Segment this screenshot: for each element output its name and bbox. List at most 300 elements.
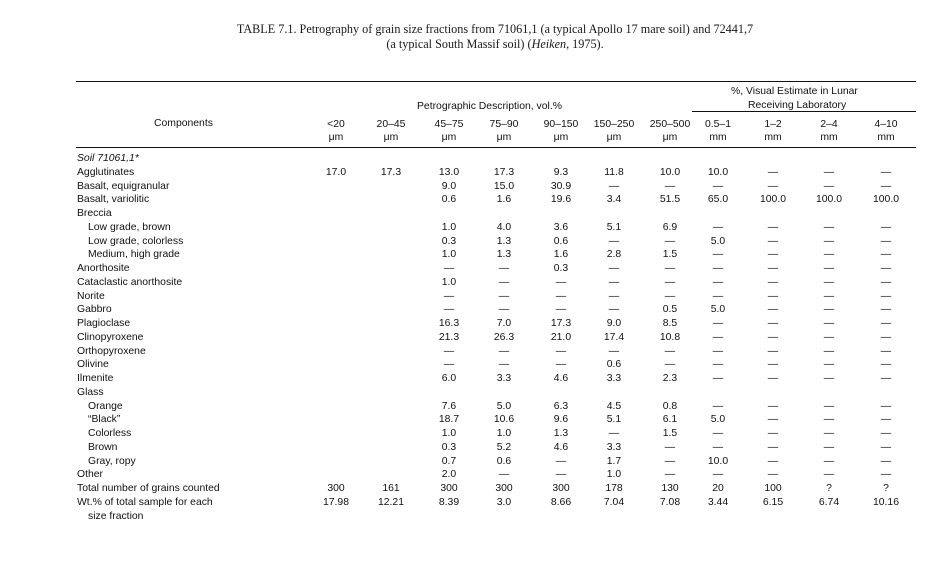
row-label: Soil 71061,1* <box>77 153 139 164</box>
cell-value: 6.3 <box>553 400 569 412</box>
cell-value: 1.0 <box>441 276 457 288</box>
row-label: size fraction <box>88 510 144 522</box>
visual-estimate-header-line-2: Receiving Laboratory <box>748 100 847 111</box>
cell-value: — <box>823 166 835 178</box>
cell-value: — <box>555 304 567 316</box>
cell-value: — <box>608 345 620 357</box>
cell-value: 9.3 <box>553 166 569 178</box>
cell-value: 5.0 <box>710 414 726 426</box>
cell-value: 6.0 <box>441 373 457 384</box>
cell-value: 1.3 <box>496 249 512 261</box>
row-label: Olivine <box>77 359 109 371</box>
table-row <box>0 469 945 483</box>
row-label: Orthopyroxene <box>77 345 146 357</box>
column-header-range: 45–75 <box>434 119 464 130</box>
row-label: Low grade, colorless <box>88 235 184 247</box>
cell-value: — <box>880 441 892 453</box>
cell-value: — <box>712 428 724 439</box>
cell-value: — <box>767 345 779 357</box>
visual-estimate-group-rule <box>692 111 916 112</box>
cell-value: — <box>555 455 567 467</box>
table-row <box>0 511 945 525</box>
column-header-range: 150–250 <box>593 119 635 130</box>
cell-value: 1.0 <box>441 249 457 261</box>
cell-value: 30.9 <box>550 180 572 192</box>
column-header-range: 1–2 <box>764 119 782 130</box>
cell-value: — <box>767 373 779 384</box>
cell-value: — <box>823 359 835 371</box>
cell-value: — <box>608 235 620 247</box>
cell-value: — <box>712 400 724 412</box>
cell-value: — <box>767 331 779 343</box>
cell-value: 21.0 <box>550 331 572 343</box>
cell-value: 300 <box>495 483 513 494</box>
table-row <box>0 263 945 277</box>
column-header-unit: μm <box>328 132 344 143</box>
cell-value: 300 <box>440 483 458 494</box>
cell-value: — <box>767 469 779 481</box>
cell-value: 0.5 <box>662 304 678 316</box>
cell-value: — <box>664 455 676 467</box>
row-label: Other <box>77 469 103 481</box>
table-row <box>0 346 945 360</box>
cell-value: 7.04 <box>603 496 625 508</box>
cell-value: — <box>823 249 835 261</box>
cell-value: 100 <box>764 483 782 494</box>
table-row <box>0 483 945 497</box>
row-label: Clinopyroxene <box>77 331 144 343</box>
cell-value: 10.16 <box>872 496 899 508</box>
table-row <box>0 456 945 470</box>
cell-value: — <box>555 469 567 481</box>
cell-value: 0.3 <box>441 235 457 247</box>
column-header <box>586 118 642 144</box>
row-label: Orange <box>88 400 123 412</box>
cell-value: 3.3 <box>606 373 622 384</box>
row-label: Colorless <box>88 428 132 439</box>
cell-value: — <box>555 276 567 288</box>
cell-value: — <box>823 221 835 233</box>
cell-value: 1.0 <box>606 469 622 481</box>
cell-value: — <box>443 304 455 316</box>
column-header-unit: μm <box>553 132 569 143</box>
column-header-range: 2–4 <box>820 119 838 130</box>
cell-value: — <box>608 263 620 274</box>
cell-value: 17.0 <box>325 166 347 178</box>
cell-value: 1.0 <box>441 221 457 233</box>
cell-value: — <box>767 428 779 439</box>
cell-value: — <box>880 235 892 247</box>
cell-value: — <box>823 318 835 329</box>
cell-value: — <box>880 221 892 233</box>
cell-value: 100.0 <box>815 194 842 206</box>
cell-value: — <box>880 455 892 467</box>
row-label: Basalt, equigranular <box>77 180 170 192</box>
row-label: Medium, high grade <box>88 249 180 261</box>
cell-value: 5.0 <box>710 304 726 316</box>
table-row <box>0 401 945 415</box>
cell-value: 3.44 <box>707 496 729 508</box>
cell-value: — <box>880 263 892 274</box>
cell-value: 5.0 <box>496 400 512 412</box>
cell-value: — <box>880 469 892 481</box>
cell-value: — <box>443 359 455 371</box>
cell-value: — <box>555 345 567 357</box>
cell-value: 5.1 <box>606 414 622 426</box>
cell-value: 6.1 <box>662 414 678 426</box>
table-row <box>0 428 945 442</box>
cell-value: — <box>823 180 835 192</box>
cell-value: — <box>880 276 892 288</box>
cell-value: — <box>880 304 892 316</box>
table-caption <box>0 22 945 52</box>
cell-value: 300 <box>552 483 570 494</box>
cell-value: — <box>767 400 779 412</box>
cell-value: 10.0 <box>659 166 681 178</box>
table-row <box>0 208 945 222</box>
table-row <box>0 359 945 373</box>
cell-value: — <box>823 235 835 247</box>
table-row <box>0 153 945 167</box>
cell-value: 9.0 <box>606 318 622 329</box>
cell-value: — <box>823 263 835 274</box>
column-header-range: 20–45 <box>376 119 406 130</box>
column-header-unit: mm <box>764 132 782 143</box>
cell-value: — <box>712 373 724 384</box>
cell-value: — <box>880 331 892 343</box>
cell-value: — <box>767 249 779 261</box>
cell-value: 9.0 <box>441 180 457 192</box>
table-row <box>0 497 945 511</box>
caption-author: Heiken <box>531 37 567 51</box>
column-header-unit: μm <box>606 132 622 143</box>
cell-value: — <box>664 345 676 357</box>
cell-value: 3.3 <box>496 373 512 384</box>
cell-value: — <box>712 221 724 233</box>
cell-value: — <box>712 276 724 288</box>
cell-value: 17.3 <box>380 166 402 178</box>
cell-value: — <box>712 469 724 481</box>
cell-value: 20 <box>712 483 724 494</box>
cell-value: — <box>823 469 835 481</box>
cell-value: 100.0 <box>872 194 899 206</box>
cell-value: ? <box>826 483 832 494</box>
column-header-range: 250–500 <box>649 119 691 130</box>
cell-value: 0.3 <box>553 263 569 274</box>
cell-value: — <box>767 180 779 192</box>
cell-value: — <box>767 221 779 233</box>
cell-value: 0.6 <box>496 455 512 467</box>
column-header-unit: mm <box>877 132 895 143</box>
cell-value: — <box>498 290 510 302</box>
row-label: Low grade, brown <box>88 221 171 233</box>
table-row <box>0 249 945 263</box>
cell-value: — <box>823 441 835 453</box>
cell-value: — <box>712 263 724 274</box>
cell-value: — <box>823 373 835 384</box>
cell-value: 17.98 <box>322 496 349 508</box>
cell-value: — <box>767 441 779 453</box>
cell-value: 12.21 <box>377 496 404 508</box>
cell-value: 8.5 <box>662 318 678 329</box>
components-header: Components <box>154 118 213 129</box>
cell-value: 7.08 <box>659 496 681 508</box>
cell-value: 6.9 <box>662 221 678 233</box>
cell-value: — <box>664 469 676 481</box>
row-label: Breccia <box>77 208 112 219</box>
cell-value: 1.6 <box>496 194 512 206</box>
cell-value: — <box>767 455 779 467</box>
table-row <box>0 194 945 208</box>
row-label: Basalt, variolitic <box>77 194 150 206</box>
cell-value: — <box>767 276 779 288</box>
cell-value: 0.6 <box>553 235 569 247</box>
row-label: Anorthosite <box>77 263 130 274</box>
cell-value: 1.0 <box>441 428 457 439</box>
cell-value: — <box>823 414 835 426</box>
table-row <box>0 373 945 387</box>
table-row <box>0 181 945 195</box>
cell-value: 4.6 <box>553 441 569 453</box>
row-label: Agglutinates <box>77 166 135 178</box>
column-header <box>421 118 477 144</box>
cell-value: — <box>880 166 892 178</box>
cell-value: — <box>880 428 892 439</box>
cell-value: 1.5 <box>662 249 678 261</box>
cell-value: 16.3 <box>438 318 460 329</box>
cell-value: — <box>767 290 779 302</box>
cell-value: — <box>823 345 835 357</box>
column-header-unit: μm <box>441 132 457 143</box>
cell-value: — <box>767 414 779 426</box>
cell-value: 0.6 <box>441 194 457 206</box>
cell-value: — <box>880 400 892 412</box>
cell-value: 0.3 <box>441 441 457 453</box>
row-label: Cataclastic anorthosite <box>77 276 183 288</box>
caption-line-1: TABLE 7.1. Petrography of grain size fractions from 71061,1 (a typical Apollo 17 mare soil) and 72441,7 <box>236 22 754 36</box>
column-header <box>690 118 746 144</box>
cell-value: — <box>712 441 724 453</box>
cell-value: 178 <box>605 483 623 494</box>
column-header-unit: mm <box>709 132 727 143</box>
cell-value: 26.3 <box>493 331 515 343</box>
table-row <box>0 387 945 401</box>
column-header <box>476 118 532 144</box>
cell-value: 11.8 <box>604 166 624 178</box>
row-label: Total number of grains counted <box>77 483 220 494</box>
cell-value: — <box>712 290 724 302</box>
cell-value: — <box>823 455 835 467</box>
table-row <box>0 277 945 291</box>
cell-value: 2.0 <box>441 469 457 481</box>
cell-value: 3.6 <box>553 221 569 233</box>
cell-value: 8.39 <box>438 496 460 508</box>
cell-value: 10.8 <box>659 331 681 343</box>
cell-value: 2.3 <box>662 373 678 384</box>
cell-value: 15.0 <box>493 180 515 192</box>
table-row <box>0 332 945 346</box>
cell-value: — <box>823 290 835 302</box>
table-row <box>0 167 945 181</box>
cell-value: 6.74 <box>818 496 840 508</box>
petrographic-description-header: Petrographic Description, vol.% <box>417 101 562 112</box>
cell-value: 1.5 <box>662 428 678 439</box>
table-row <box>0 414 945 428</box>
column-header-range: <20 <box>327 119 345 130</box>
cell-value: — <box>664 263 676 274</box>
column-header-unit: μm <box>383 132 399 143</box>
row-label: Gray, ropy <box>88 455 136 467</box>
table-row <box>0 291 945 305</box>
row-label: Glass <box>77 386 104 398</box>
row-label: Ilmenite <box>77 373 114 384</box>
column-header <box>745 118 801 144</box>
cell-value: 2.8 <box>606 249 622 261</box>
cell-value: — <box>443 263 455 274</box>
cell-value: 4.5 <box>606 400 622 412</box>
cell-value: 1.7 <box>606 455 622 467</box>
cell-value: 1.0 <box>496 428 512 439</box>
column-header-range: 75–90 <box>489 119 519 130</box>
caption-line-2-prefix: (a typical South Massif soil) ( <box>386 37 532 51</box>
table-top-rule <box>76 81 916 82</box>
column-header-range: 0.5–1 <box>704 119 731 130</box>
cell-value: — <box>608 304 620 316</box>
cell-value: 1.6 <box>553 249 569 261</box>
cell-value: 5.2 <box>496 441 512 453</box>
table-row <box>0 442 945 456</box>
cell-value: 9.6 <box>553 414 569 426</box>
visual-estimate-header-line-1: %, Visual Estimate in Lunar <box>731 86 858 97</box>
table-row <box>0 222 945 236</box>
column-header-range: 4–10 <box>874 119 898 130</box>
column-header <box>533 118 589 144</box>
cell-value: — <box>498 469 510 481</box>
cell-value: 17.3 <box>550 318 572 329</box>
cell-value: — <box>767 318 779 329</box>
cell-value: — <box>664 276 676 288</box>
cell-value: — <box>880 345 892 357</box>
cell-value: 8.66 <box>550 496 572 508</box>
column-header <box>363 118 419 144</box>
column-header-unit: μm <box>662 132 678 143</box>
row-label: Plagioclase <box>77 318 131 329</box>
cell-value: — <box>712 180 724 192</box>
column-header <box>801 118 857 144</box>
cell-value: — <box>823 331 835 343</box>
cell-value: — <box>664 441 676 453</box>
cell-value: — <box>823 400 835 412</box>
cell-value: — <box>498 276 510 288</box>
cell-value: — <box>767 359 779 371</box>
cell-value: — <box>608 180 620 192</box>
cell-value: — <box>880 180 892 192</box>
cell-value: — <box>880 373 892 384</box>
cell-value: — <box>880 318 892 329</box>
row-label: Gabbro <box>77 304 112 316</box>
column-header <box>858 118 914 144</box>
cell-value: 3.3 <box>606 441 622 453</box>
row-label: Brown <box>88 441 118 453</box>
cell-value: — <box>555 290 567 302</box>
row-label: Wt.% of total sample for each <box>77 496 213 508</box>
cell-value: — <box>880 359 892 371</box>
cell-value: — <box>664 290 676 302</box>
cell-value: ? <box>883 483 889 494</box>
cell-value: — <box>608 276 620 288</box>
cell-value: 130 <box>661 483 679 494</box>
cell-value: — <box>443 290 455 302</box>
cell-value: — <box>880 414 892 426</box>
header-bottom-rule <box>76 147 916 148</box>
cell-value: 65.0 <box>707 194 729 206</box>
cell-value: 6.15 <box>762 496 784 508</box>
column-header-unit: μm <box>496 132 512 143</box>
cell-value: 100.0 <box>759 194 786 206</box>
cell-value: 0.8 <box>662 400 678 412</box>
cell-value: 3.0 <box>496 496 512 508</box>
cell-value: 17.4 <box>603 331 625 343</box>
caption-line-2-suffix: , 1975). <box>566 37 604 51</box>
cell-value: 51.5 <box>659 194 681 206</box>
cell-value: — <box>664 180 676 192</box>
cell-value: — <box>880 249 892 261</box>
cell-value: — <box>712 345 724 357</box>
cell-value: 17.3 <box>493 166 515 178</box>
cell-value: — <box>712 359 724 371</box>
cell-value: 1.3 <box>496 235 512 247</box>
cell-value: 10.0 <box>707 455 729 467</box>
cell-value: — <box>712 318 724 329</box>
cell-value: — <box>712 331 724 343</box>
cell-value: 7.6 <box>441 400 457 412</box>
cell-value: 5.1 <box>606 221 622 233</box>
column-header <box>308 118 364 144</box>
cell-value: 7.0 <box>496 318 512 329</box>
cell-value: — <box>823 304 835 316</box>
cell-value: 19.6 <box>550 194 572 206</box>
column-header-unit: mm <box>820 132 838 143</box>
column-header-range: 90–150 <box>543 119 579 130</box>
caption-line-2 <box>0 37 945 52</box>
cell-value: — <box>608 290 620 302</box>
table-row <box>0 236 945 250</box>
cell-value: 1.3 <box>553 428 569 439</box>
cell-value: — <box>823 276 835 288</box>
cell-value: — <box>712 249 724 261</box>
cell-value: — <box>880 290 892 302</box>
cell-value: 4.0 <box>496 221 512 233</box>
cell-value: — <box>767 263 779 274</box>
cell-value: — <box>443 345 455 357</box>
cell-value: — <box>498 345 510 357</box>
cell-value: 300 <box>327 483 345 494</box>
cell-value: 10.6 <box>493 414 515 426</box>
cell-value: 0.6 <box>606 359 622 371</box>
cell-value: 3.4 <box>606 194 622 206</box>
cell-value: — <box>823 428 835 439</box>
cell-value: — <box>498 359 510 371</box>
cell-value: — <box>498 304 510 316</box>
row-label: Norite <box>77 290 105 302</box>
cell-value: 21.3 <box>438 331 460 343</box>
cell-value: — <box>767 304 779 316</box>
cell-value: — <box>767 166 779 178</box>
cell-value: — <box>608 428 620 439</box>
cell-value: — <box>664 359 676 371</box>
table-row <box>0 318 945 332</box>
cell-value: 4.6 <box>553 373 569 384</box>
